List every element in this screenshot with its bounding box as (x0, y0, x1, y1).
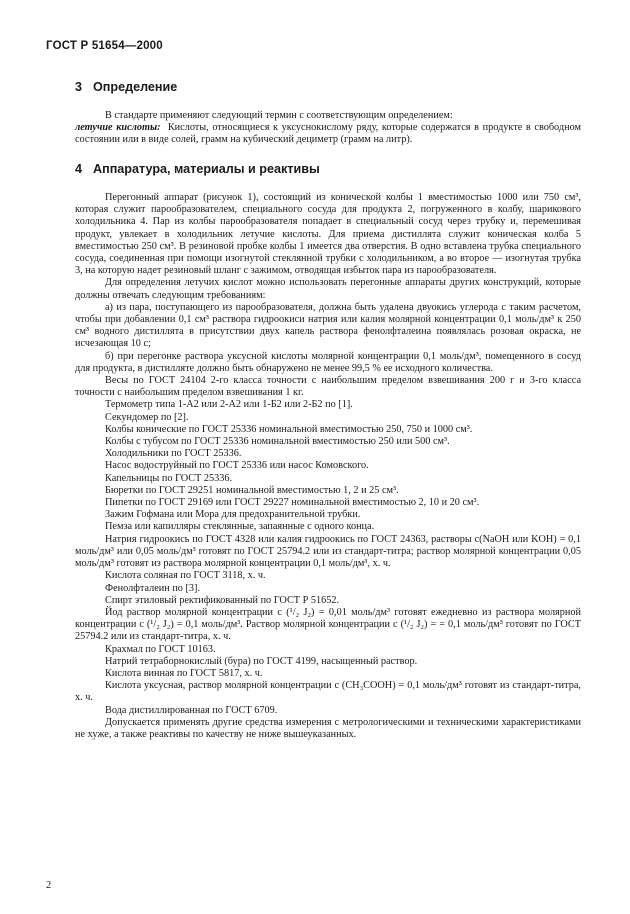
list-item: Пипетки по ГОСТ 29169 или ГОСТ 29227 номинальной вместимостью 2, 10 и 20 см³. (105, 497, 480, 509)
list-item: Кислота винная по ГОСТ 5817, х. ч. (105, 667, 263, 679)
paragraph-alternatives: Для определения летучих кислот можно использовать перегонные аппараты других конструкций, которые должны отвечать следующим требованиям: (75, 277, 581, 301)
list-item: Секундомер по [2]. (105, 411, 189, 423)
page-number: 2 (46, 880, 52, 891)
list-item: Вода дистиллированная по ГОСТ 6709. (105, 704, 278, 716)
section-4-number: 4 (75, 162, 83, 176)
list-item: Натрия гидроокись по ГОСТ 4328 или калия гидроокись по ГОСТ 24363, растворы c(NaOH или KOH) = 0,1 моль/дм³ или 0,05 моль/дм³ готовят по ГОСТ 25794.2 или из стандарт-титра; раствор молярной концентрации 0,05 моль/дм³ готовят из раствора молярной концентрации 0,1 моль/дм³, х. ч. (75, 533, 581, 570)
section-4-heading (75, 162, 320, 176)
list-item: Спирт этиловый ректификованный по ГОСТ Р 51652. (105, 594, 340, 606)
list-item: Кислота уксусная, раствор молярной концентрации c (CH₃COOH) = 0,1 моль/дм³ готовят из стандарт-титра, х. ч. (75, 680, 581, 704)
section-3-number: 3 (75, 80, 83, 94)
list-item: Йод раствор молярной концентрации c (¹/₂ J₂) = 0,01 моль/дм³ готовят ежедневно из раствора молярной концентрации c (¹/₂ J₂) = 0,1 моль/дм³. Раствор молярной концентрации c (¹/₂ J₂) = = 0,1 моль/дм³ готовят по ГОСТ 25794.2 или из стандарт-титра, х. ч. (75, 606, 581, 643)
list-item: Капельницы по ГОСТ 25336. (105, 472, 233, 484)
section-3-title: Определение (93, 80, 178, 94)
list-item: Пемза или капилляры стеклянные, запаянные с одного конца. (105, 521, 375, 533)
paragraph-apparatus: Перегонный аппарат (рисунок 1), состоящий из конической колбы 1 вместимостью 1000 или 750 см³, которая служит парообразователем, специального сосуда для продукта 2, погруженного в колбу, шарикового холодильника 4. Пар из колбы парообразователя попадает в специальный сосуд через трубку и, перемешивая продукт, увлекает в холодильник летучие кислоты. Для приема дистиллята служит коническая колба 5 вместимостью 250 см³. В резиновой пробке колбы 1 имеется два отверстия. В одно вставлена трубка специального сосуда, соединенная при помощи изогнутой стеклянной трубки с холодильником, а во второе — изогнутая трубка 3, на которую надет резиновый шланг с зажимом, отводящая избыток пара из парообразователя. (75, 192, 581, 277)
list-item: Бюретки по ГОСТ 29251 номинальной вместимостью 1, 2 и 25 см³. (105, 484, 399, 496)
term: летучие кислоты: (75, 122, 161, 134)
paragraph-allowance: Допускается применять другие средства измерения с метрологическими и техническими характеристиками не хуже, а также реактивы по качеству не ниже вышеуказанных. (75, 716, 581, 740)
document-header: ГОСТ Р 51654—2000 (46, 40, 163, 52)
list-item: Термометр типа 1-А2 или 2-А2 или 1-Б2 или 2-Б2 по [1]. (105, 399, 353, 411)
list-item: Колбы с тубусом по ГОСТ 25336 номинальной вместимостью 250 или 500 см³. (105, 436, 450, 448)
list-item: Зажим Гофмана или Мора для предохранительной трубки. (105, 509, 361, 521)
list-item: Насос водоструйный по ГОСТ 25336 или насос Комовского. (105, 460, 369, 472)
section-3-body (75, 110, 581, 147)
section-3-heading (75, 80, 177, 94)
paragraph-scales: Весы по ГОСТ 24104 2-го класса точности с наибольшим пределом взвешивания 200 г и 3-го класса точности с наибольшим пределом взвешивания 1 кг. (75, 375, 581, 399)
section-4-body (75, 192, 581, 741)
list-item: Кислота соляная по ГОСТ 3118, х. ч. (105, 570, 266, 582)
list-item: Колбы конические по ГОСТ 25336 номинальной вместимостью 250, 750 и 1000 см³. (105, 423, 473, 435)
section-3-intro: В стандарте применяют следующий термин с соответствующим определением: (105, 110, 453, 121)
list-item: Крахмал по ГОСТ 10163. (105, 643, 216, 655)
list-item: Натрий тетраборнокислый (бура) по ГОСТ 4199, насыщенный раствор. (105, 655, 418, 667)
paragraph-requirement-b: б) при перегонке раствора уксусной кислоты молярной концентрации 0,1 моль/дм³, помещенного в сосуд для продукта, в дистилляте должно быть обнаружено не менее 99,5 % ее исходного количества. (75, 350, 581, 374)
paragraph-requirement-a: а) из пара, поступающего из парообразователя, должна быть удалена двуокись углерода с таким расчетом, чтобы при добавлении 0,1 см³ раствора гидроокиси натрия или калия молярной концентрации 0,1 моль/дм³ к 250 см³ водного дистиллята в присутствии двух капель раствора фенолфталеина появлялась розовая окраска, не исчезающая 10 с; (75, 301, 581, 350)
section-4-title: Аппаратура, материалы и реактивы (93, 162, 320, 176)
term-definition (75, 122, 581, 146)
definition: Кислоты, относящиеся к уксуснокислому ряду, которые содержатся в продукте в свободном состоянии или в виде солей, грамм на кубический дециметр (грамм на литр). (75, 122, 581, 146)
list-item: Фенолфталеин по [3]. (105, 582, 201, 594)
list-item: Холодильники по ГОСТ 25336. (105, 448, 242, 460)
